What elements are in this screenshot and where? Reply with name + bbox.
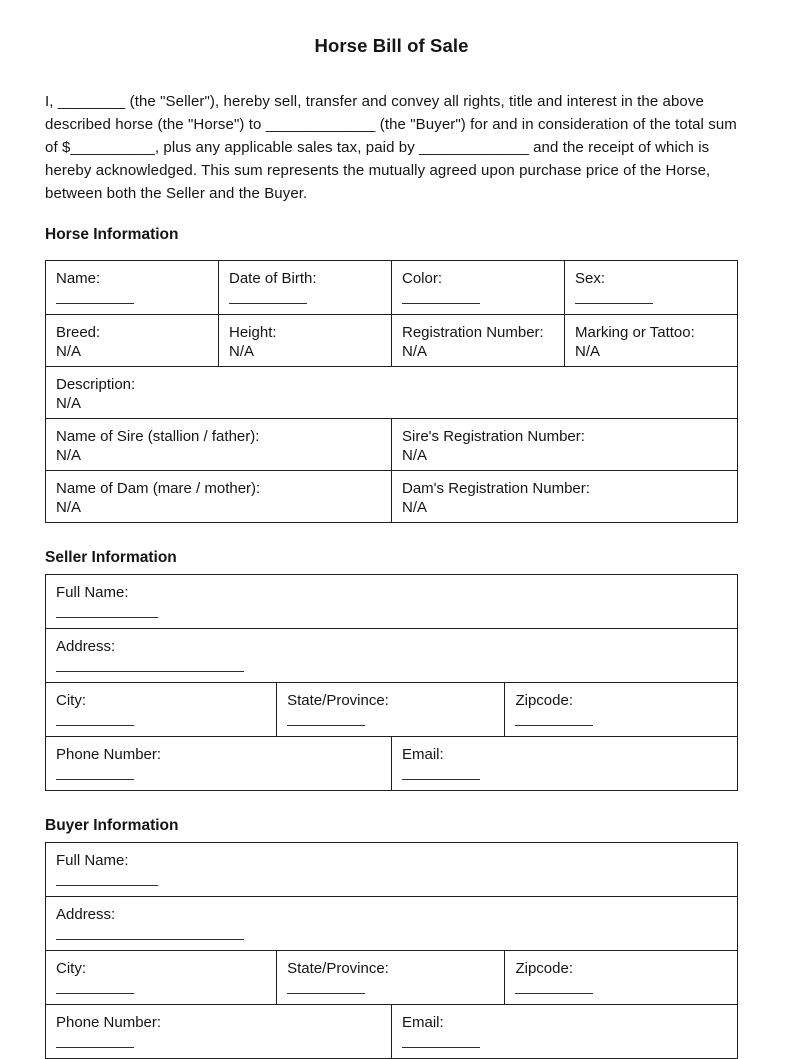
horse-marking-value: N/A: [575, 343, 601, 360]
buyer-city-blank: [56, 982, 134, 994]
buyer-fullname-blank: [56, 874, 158, 886]
horse-dob-blank: [229, 292, 307, 304]
horse-name-blank: [56, 292, 134, 304]
cell-buyer-fullname: [46, 843, 738, 897]
seller-state-label: State/Province:: [287, 692, 389, 709]
dam-name-label: Name of Dam (mare / mother):: [56, 480, 261, 497]
seller-info-table: [45, 574, 738, 791]
seller-row-phone-email: [46, 737, 738, 791]
cell-buyer-state: [277, 951, 505, 1005]
horse-sex-label: Sex:: [575, 270, 606, 287]
dam-registration-label: Dam's Registration Number:: [402, 480, 590, 497]
horse-description-label: Description:: [56, 376, 136, 393]
buyer-zipcode-blank: [515, 982, 593, 994]
seller-state-blank: [287, 714, 365, 726]
horse-color-label: Color:: [402, 270, 443, 287]
sire-name-value: N/A: [56, 447, 82, 464]
intro-paragraph: I, ________ (the "Seller"), hereby sell, transfer and convey all rights, title and interest in the above described horse (the "Horse") to _____________ (the "Buyer") for and in consideration of the total sum of $__________, plus any applicable sales tax, paid by _____________ and the receipt of which is hereby acknowledged. This sum represents the mutually agreed upon purchase price of the Horse, between both the Seller and the Buyer.: [45, 93, 737, 202]
seller-address-label: Address:: [56, 638, 116, 655]
cell-sire-registration: [392, 419, 738, 471]
document-title: Horse Bill of Sale: [314, 35, 469, 56]
horse-description-value: N/A: [56, 395, 82, 412]
cell-sire-name: [46, 419, 392, 471]
cell-seller-fullname: [46, 575, 738, 629]
horse-breed-label: Breed:: [56, 324, 101, 341]
cell-horse-color: [392, 261, 565, 315]
sire-registration-label: Sire's Registration Number:: [402, 428, 585, 445]
buyer-city-label: City:: [56, 960, 86, 977]
dam-name-value: N/A: [56, 499, 82, 516]
seller-city-label: City:: [56, 692, 86, 709]
horse-breed-value: N/A: [56, 343, 82, 360]
seller-fullname-label: Full Name:: [56, 584, 129, 601]
sire-name-label: Name of Sire (stallion / father):: [56, 428, 260, 445]
cell-horse-marking: [565, 315, 738, 367]
cell-seller-state: [277, 683, 505, 737]
seller-email-label: Email:: [401, 746, 444, 763]
cell-horse-height: [219, 315, 392, 367]
buyer-row-address: [46, 897, 738, 951]
seller-zipcode-label: Zipcode:: [515, 692, 574, 709]
buyer-row-fullname: [46, 843, 738, 897]
buyer-address-blank: [56, 928, 244, 940]
buyer-row-city-state-zip: [46, 951, 738, 1005]
buyer-email-blank: [402, 1036, 480, 1048]
horse-height-label: Height:: [229, 324, 277, 341]
buyer-phone-blank: [56, 1036, 134, 1048]
horse-height-value: N/A: [229, 343, 255, 360]
buyer-address-label: Address:: [56, 906, 116, 923]
seller-email-blank: [402, 768, 480, 780]
cell-seller-city: [46, 683, 277, 737]
cell-seller-email: [391, 737, 737, 791]
cell-horse-description: [46, 367, 738, 419]
seller-phone-blank: [56, 768, 134, 780]
buyer-state-label: State/Province:: [287, 960, 389, 977]
seller-zipcode-blank: [515, 714, 593, 726]
cell-dam-name: [46, 471, 392, 523]
horse-row-attributes: [46, 315, 738, 367]
horse-info-heading: Horse Information: [45, 226, 179, 243]
buyer-email-label: Email:: [401, 1014, 444, 1031]
seller-row-fullname: [46, 575, 738, 629]
cell-dam-registration: [392, 471, 738, 523]
buyer-fullname-label: Full Name:: [56, 852, 129, 869]
horse-row-sire: [46, 419, 738, 471]
horse-row-identity: [46, 261, 738, 315]
cell-horse-name: [46, 261, 219, 315]
buyer-info-heading: Buyer Information: [45, 817, 179, 834]
horse-marking-label: Marking or Tattoo:: [575, 324, 695, 341]
cell-buyer-phone: [46, 1005, 392, 1059]
sire-registration-value: N/A: [402, 447, 428, 464]
seller-row-address: [46, 629, 738, 683]
horse-row-dam: [46, 471, 738, 523]
seller-address-blank: [56, 660, 244, 672]
cell-horse-sex: [565, 261, 738, 315]
seller-fullname-blank: [56, 606, 158, 618]
cell-buyer-address: [46, 897, 738, 951]
horse-row-description: [46, 367, 738, 419]
dam-registration-value: N/A: [402, 499, 428, 516]
horse-registration-label: Registration Number:: [402, 324, 544, 341]
horse-sex-blank: [575, 292, 653, 304]
buyer-state-blank: [287, 982, 365, 994]
horse-dob-label: Date of Birth:: [229, 270, 317, 287]
cell-horse-registration: [392, 315, 565, 367]
buyer-row-phone-email: [46, 1005, 738, 1059]
buyer-phone-label: Phone Number:: [56, 1014, 162, 1031]
buyer-info-table: [45, 842, 738, 1059]
horse-info-table: [45, 260, 738, 523]
horse-name-label: Name:: [56, 270, 101, 287]
seller-row-city-state-zip: [46, 683, 738, 737]
seller-city-blank: [56, 714, 134, 726]
cell-seller-address: [46, 629, 738, 683]
cell-buyer-zipcode: [505, 951, 738, 1005]
horse-color-blank: [402, 292, 480, 304]
cell-seller-phone: [46, 737, 392, 791]
buyer-zipcode-label: Zipcode:: [515, 960, 574, 977]
seller-phone-label: Phone Number:: [56, 746, 162, 763]
cell-buyer-city: [46, 951, 277, 1005]
cell-seller-zipcode: [505, 683, 738, 737]
horse-registration-value: N/A: [402, 343, 428, 360]
cell-buyer-email: [391, 1005, 737, 1059]
cell-horse-dob: [219, 261, 392, 315]
seller-info-heading: Seller Information: [45, 549, 177, 566]
cell-horse-breed: [46, 315, 219, 367]
